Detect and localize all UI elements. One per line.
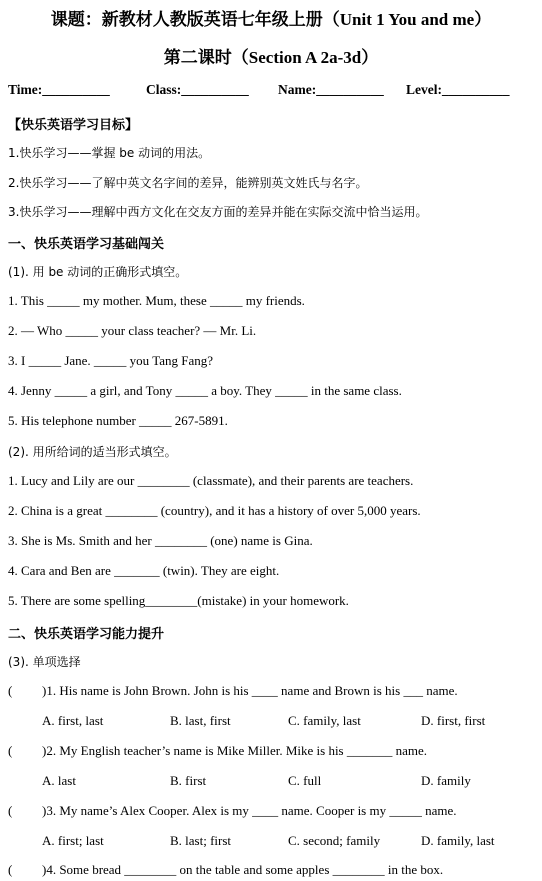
question-line: 3. She is Ms. Smith and her ________ (one) name is Gina.	[8, 533, 313, 548]
question-line: 1. This _____ my mother. Mum, these _____ my friends.	[8, 293, 305, 308]
mc-option: C. full	[288, 773, 322, 788]
mc-question-stem: )2. My English teacher’s name is Mike Miller. Mike is his _______ name.	[42, 743, 428, 758]
goal-item: 1.快乐学习——掌握 be 动词的用法。	[8, 146, 211, 160]
answer-paren: (	[8, 683, 13, 698]
exercise-instruction: (2). 用所给词的适当形式填空。	[8, 445, 177, 459]
mc-option: B. last; first	[170, 833, 232, 848]
question-line: 2. China is a great ________ (country), and it has a history of over 5,000 years.	[8, 503, 421, 518]
question-line: 5. There are some spelling________(mistake) in your homework.	[8, 593, 349, 608]
mc-option: D. first, first	[421, 713, 486, 728]
mc-option: C. family, last	[288, 713, 361, 728]
mc-option: A. last	[42, 773, 76, 788]
page-title: 课题：新教材人教版英语七年级上册（Unit 1 You and me）	[50, 10, 492, 29]
question-line: 1. Lucy and Lily are our ________ (classmate), and their parents are teachers.	[8, 473, 414, 488]
answer-paren: (	[8, 803, 13, 818]
section-heading-basic: 一、快乐英语学习基础闯关	[8, 237, 165, 252]
page-subtitle: 第二课时（Section A 2a-3d）	[163, 48, 379, 67]
exercise-instruction: (3). 单项选择	[8, 655, 81, 669]
level-field: Level:__________	[406, 82, 510, 97]
answer-paren: (	[8, 862, 13, 877]
question-line: 2. — Who _____ your class teacher? — Mr. Li.	[8, 323, 257, 338]
student-info-row	[8, 82, 538, 102]
mc-option: D. family	[421, 773, 471, 788]
mc-option: D. family, last	[421, 833, 495, 848]
mc-option: B. last, first	[170, 713, 231, 728]
mc-option: A. first, last	[42, 713, 104, 728]
question-line: 3. I _____ Jane. _____ you Tang Fang?	[8, 353, 214, 368]
goal-item: 2.快乐学习——了解中英文名字间的差异，能辨别英文姓氏与名字。	[8, 176, 368, 190]
mc-option: B. first	[170, 773, 207, 788]
question-line: 4. Cara and Ben are _______ (twin). They are eight.	[8, 563, 280, 578]
mc-option: A. first; last	[42, 833, 104, 848]
question-line: 4. Jenny _____ a girl, and Tony _____ a boy. They _____ in the same class.	[8, 383, 402, 398]
answer-paren: (	[8, 743, 13, 758]
mc-question-stem: )4. Some bread ________ on the table and some apples ________ in the box.	[42, 862, 444, 877]
time-field: Time:__________	[8, 82, 110, 97]
goal-item: 3.快乐学习——理解中西方文化在交友方面的差异并能在实际交流中恰当运用。	[8, 205, 428, 219]
exercise-instruction: (1). 用 be 动词的正确形式填空。	[8, 265, 188, 279]
section-heading-ability: 二、快乐英语学习能力提升	[8, 627, 165, 642]
mc-question-stem: )1. His name is John Brown. John is his ____ name and Brown is his ___ name.	[42, 683, 458, 698]
class-field: Class:__________	[146, 82, 249, 97]
mc-question-stem: )3. My name’s Alex Cooper. Alex is my ____ name. Cooper is my _____ name.	[42, 803, 457, 818]
name-field: Name:__________	[278, 82, 384, 97]
mc-option: C. second; family	[288, 833, 381, 848]
goals-heading: 【快乐英语学习目标】	[8, 118, 139, 133]
question-line: 5. His telephone number _____ 267-5891.	[8, 413, 228, 428]
